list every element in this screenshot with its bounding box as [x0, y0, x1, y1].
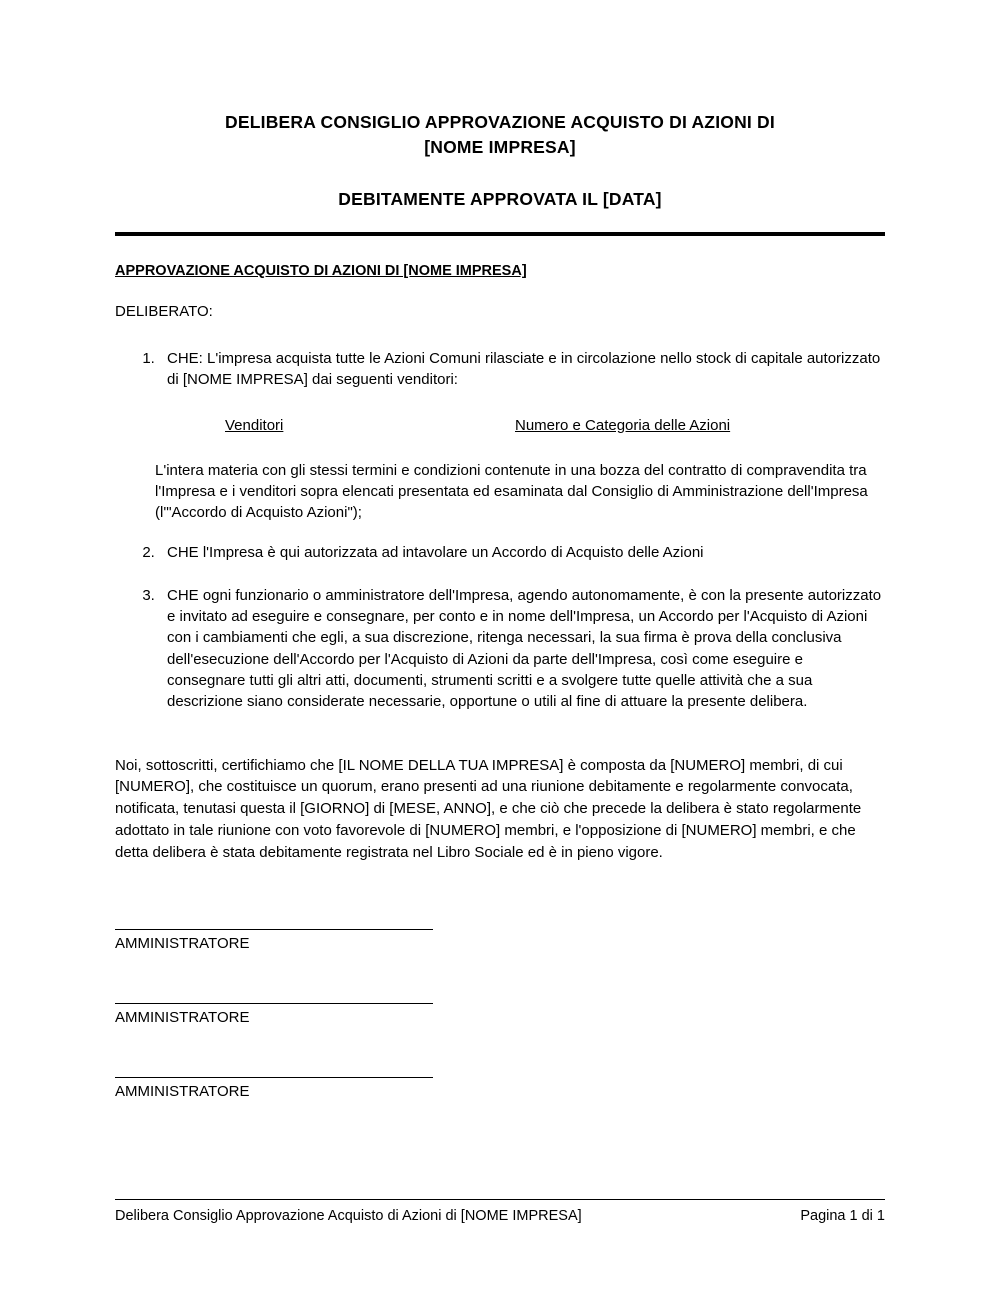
signature-field-3 — [115, 1077, 885, 1100]
signature-line-1[interactable] — [115, 929, 433, 930]
footer-row — [115, 1208, 885, 1224]
footer-page-number: Pagina 1 di 1 — [800, 1208, 885, 1224]
footer-document-name: Delibera Consiglio Approvazione Acquisto di Azioni di [NOME IMPRESA] — [115, 1208, 582, 1224]
signature-label-2: AMMINISTRATORE — [115, 1009, 250, 1027]
shares-table-header — [155, 417, 885, 434]
signature-line-3[interactable] — [115, 1077, 433, 1078]
clause-list — [115, 348, 885, 391]
column-header-shares: Numero e Categoria delle Azioni — [515, 416, 731, 434]
signature-field-2 — [115, 1003, 885, 1026]
subclause-paragraph: L'intera materia con gli stessi termini e condizioni contenute in una bozza del contratto di compravendita tra l'Impresa e i venditori sopra elencati presentata ed esaminata dal Consiglio di Amministrazione dell'Impresa (l'"Accordo di Acquisto Azioni"); — [155, 461, 868, 522]
page-subtitle: DEBITAMENTE APPROVATA IL [DATA] — [338, 188, 662, 209]
clause-item-3 — [159, 585, 885, 713]
signature-line-2[interactable] — [115, 1003, 433, 1004]
column-header-sellers: Venditori — [225, 416, 284, 434]
page-title — [115, 110, 885, 161]
document-title-block — [115, 110, 885, 210]
clause-item-1-text: CHE: L'impresa acquista tutte le Azioni Comuni rilasciate e in circolazione nello stock di capitale autorizzato di [NOME IMPRESA] dai seguenti venditori: — [167, 350, 881, 389]
signature-label-1: AMMINISTRATORE — [115, 935, 250, 953]
page-title-line-2: [NOME IMPRESA] — [424, 137, 576, 158]
clause-item-1 — [159, 348, 885, 391]
header-divider — [115, 232, 885, 236]
signature-block — [115, 929, 885, 1100]
clause-item-2 — [159, 542, 885, 563]
signature-field-1 — [115, 929, 885, 952]
document-body — [115, 0, 885, 1151]
section-heading: APPROVAZIONE ACQUISTO DI AZIONI DI [NOME IMPRESA] — [115, 262, 527, 279]
signature-label-3: AMMINISTRATORE — [115, 1083, 250, 1101]
clause-item-2-text: CHE l'Impresa è qui autorizzata ad intavolare un Accordo di Acquisto delle Azioni — [167, 543, 704, 561]
closing-paragraph: Noi, sottoscritti, certifichiamo che [IL NOME DELLA TUA IMPRESA] è composta da [NUMERO] membri, di cui [NUMERO], che costituisce un quorum, erano presenti ad una riunione debitamente e regolarmente convocata, notificata, tenutasi questa il [GIORNO] di [MESE, ANNO], e che ciò che precede la delibera è stato regolarmente adottato in tale riunione con voto favorevole di [NUMERO] membri, e l'opposizione di [NUMERO] membri, e che detta delibera è stata debitamente registrata nel Libro Sociale ed è in pieno vigore. — [115, 756, 862, 861]
page-footer — [115, 1199, 885, 1224]
intro-text: DELIBERATO: — [115, 302, 213, 320]
footer-divider — [115, 1199, 885, 1200]
page-title-line-1: DELIBERA CONSIGLIO APPROVAZIONE ACQUISTO DI AZIONI DI — [225, 112, 775, 132]
clause-item-3-text: CHE ogni funzionario o amministratore dell'Impresa, agendo autonomamente, è con la presente autorizzato e invitato ad eseguire e consegnare, per conto e in nome dell'Impresa, un Accordo per l'Acquisto di Azioni con i cambiamenti che egli, a sua discrezione, ritenga necessari, la sua firma è prova della conclusiva dell'esecuzione dell'Accordo per l'Acquisto di Azioni da parte dell'Impresa, così come eseguire e consegnare tutti gli altri atti, documenti, strumenti scritti e a svolgere tutte quelle attività che a sua descrizione siano considerate necessarie, opportune o utili al fine di attuare la presente delibera. — [167, 586, 882, 711]
clause-list-continued — [115, 542, 885, 713]
